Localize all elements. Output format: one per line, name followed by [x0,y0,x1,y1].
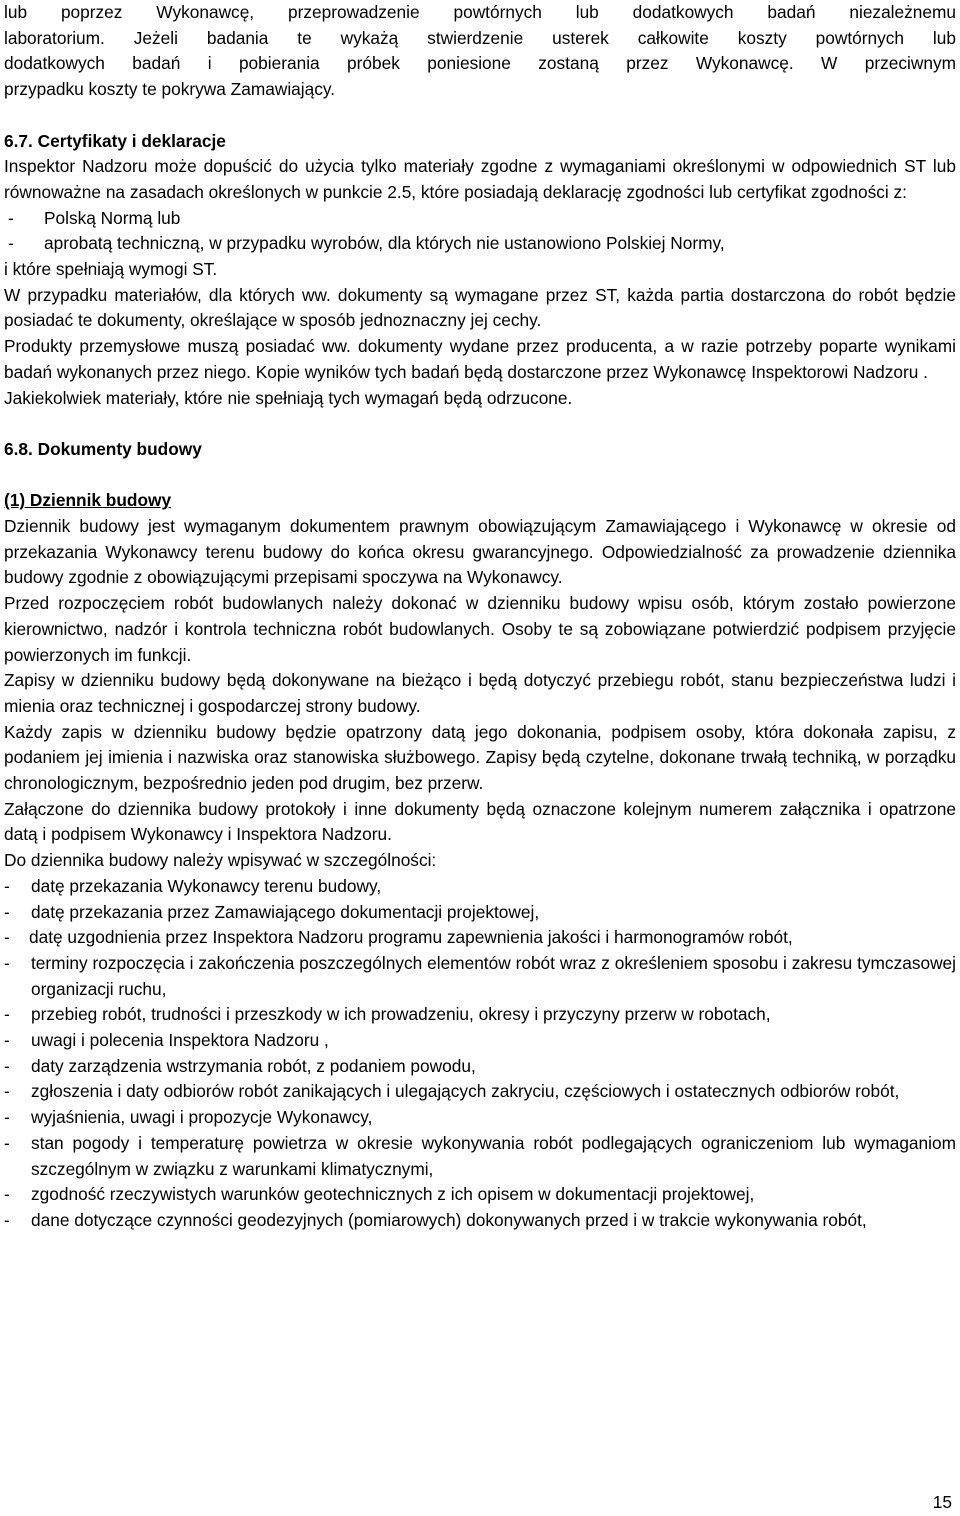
section-6-7-paragraph-4: Produkty przemysłowe muszą posiadać ww. dokumenty wydane przez producenta, a w razie potrzeby poparte wynikami badań wykonanych przez niego. Kopie wyników tych badań będą dostarczone przez Wykonawcę Inspektorowi Nadzoru . [4,336,956,382]
list-item [4,1208,956,1234]
list-item-text: terminy rozpoczęcia i zakończenia poszczególnych elementów robót wraz z określeniem sposobu i zakresu tymczasowej organizacji ruchu, [31,952,956,999]
list-dash: - [4,1081,10,1102]
list-item [4,206,956,232]
list-dash: - [4,1107,10,1128]
section-6-7-paragraph-1: Inspektor Nadzoru może dopuścić do użycia tylko materiały zgodne z wymaganiami określonymi w odpowiednich ST lub równoważne na zasadach określonych w punkcie 2.5, które posiadają deklarację zgodności lub certyfikat zgodności z: [4,156,956,202]
page-number: 15 [932,1492,952,1512]
list-dash: - [4,1030,10,1051]
list-item [4,1054,956,1080]
list-item [4,1105,956,1131]
list-dash: - [4,875,10,896]
list-dash: - [4,927,10,948]
section-6-8-paragraph-2: Przed rozpoczęciem robót budowlanych należy dokonać w dzienniku budowy wpisu osób, którym zostało powierzone kierownictwo, nadzór i kontrola techniczna robót budowlanych. Osoby te są zobowiązane potwierdzić podpisem przyjęcie powierzonych im funkcji. [4,593,956,665]
section-6-8-paragraph-4: Każdy zapis w dzienniku budowy będzie opatrzony datą jego dokonania, podpisem osoby, która dokonała zapisu, z podaniem jej imienia i nazwiska oraz stanowiska służbowego. Zapisy będą czytelne, dokonane trwałą techniką, w porządku chronologicznym, bezpośrednio jeden pod drugim, bez przerw. [4,721,956,794]
list-item-text: datę przekazania przez Zamawiającego dokumentacji projektowej, [31,901,540,922]
section-6-8-heading: 6.8. Dokumenty budowy [4,438,202,459]
subsection-dziennik-budowy-heading: (1) Dziennik budowy [4,490,172,511]
list-dash: - [4,1004,10,1025]
section-6-7-heading: 6.7. Certyfikaty i deklaracje [4,130,226,151]
list-dash: - [4,901,10,922]
list-item [4,951,956,1002]
list-item [4,1131,956,1182]
list-item-text: Polską Normą lub [44,207,181,228]
list-dash: - [4,1210,10,1230]
list-item-text: datę przekazania Wykonawcy terenu budowy, [31,875,382,896]
list-item [4,1002,956,1028]
list-dash: - [8,233,14,254]
section-6-7-paragraph-2: i które spełniają wymogi ST. [4,259,218,280]
list-item-text: zgłoszenia i daty odbiorów robót zanikających i ulegających zakryciu, częściowych i ostatecznych odbiorów robót, [31,1081,900,1102]
list-dash: - [4,1055,10,1076]
intro-line-2: laboratorium. Jeżeli badania te wykażą stwierdzenie usterek całkowite koszty powtórnych lub [4,27,956,48]
intro-line-1: lub poprzez Wykonawcę, przeprowadzenie powtórnych lub dodatkowych badań niezależnemu [4,2,956,22]
list-item-text: daty zarządzenia wstrzymania robót, z podaniem powodu, [31,1055,476,1076]
list-item-text: datę uzgodnienia przez Inspektora Nadzoru programu zapewnienia jakości i harmonogramów robót, [28,927,793,948]
list-item [4,1182,956,1208]
section-6-8-paragraph-5: Załączone do dziennika budowy protokoły i inne dokumenty będą oznaczone kolejnym numerem załącznika i opatrzone datą i podpisem Wykonawcy i Inspektora Nadzoru. [4,798,956,845]
list-item [4,1079,956,1105]
list-dash: - [4,952,10,973]
list-item [4,900,956,926]
document-page [4,0,956,1234]
section-6-7-paragraph-3: W przypadku materiałów, dla których ww. dokumenty są wymagane przez ST, każda partia dostarczona do robót będzie posiadać te dokumenty, określające w sposób jednoznaczny jej cechy. [4,284,956,331]
list-dash: - [4,1132,10,1153]
list-item-text: aprobatą techniczną, w przypadku wyrobów, dla których nie ustanowiono Polskiej Normy, [44,233,725,254]
section-6-8-paragraph-6: Do dziennika budowy należy wpisywać w szczególności: [4,850,437,871]
list-item-wrapping [4,925,956,951]
list-item-text: stan pogody i temperaturę powietrza w okresie wykonywania robót podlegających ograniczeniom lub wymaganiom szczególnym w związku z warunkami klimatycznymi, [31,1132,956,1179]
list-item-text: wyjaśnienia, uwagi i propozycje Wykonawcy, [31,1107,373,1128]
list-item [4,874,956,900]
list-dash: - [8,207,14,228]
section-6-8-paragraph-1: Dziennik budowy jest wymaganym dokumentem prawnym obowiązującym Zamawiającego i Wykonawcę w okresie od przekazania Wykonawcy terenu budowy do końca okresu gwarancyjnego. Odpowiedzialność za prowadzenie dziennika budowy zgodnie z obowiązującymi przepisami spoczywa na Wykonawcy. [4,516,956,588]
intro-line-3: dodatkowych badań i pobierania próbek poniesione zostaną przez Wykonawcę. W przeciwnym [4,53,956,74]
list-dash: - [4,1184,10,1205]
list-item [4,231,956,257]
section-6-8-paragraph-3: Zapisy w dzienniku budowy będą dokonywane na bieżąco i będą dotyczyć przebiegu robót, stanu bezpieczeństwa ludzi i mienia oraz technicznej i gospodarczej strony budowy. [4,670,956,716]
list-item [4,1028,956,1054]
intro-line-4: przypadku koszty te pokrywa Zamawiający. [4,79,336,100]
section-6-7-paragraph-5: Jakiekolwiek materiały, które nie spełniają tych wymagań będą odrzucone. [4,387,573,408]
list-item-text: przebieg robót, trudności i przeszkody w ich prowadzeniu, okresy i przyczyny przerw w robotach, [31,1004,771,1025]
list-item-text: dane dotyczące czynności geodezyjnych (pomiarowych) dokonywanych przed i w trakcie wykonywania robót, [31,1210,867,1230]
list-item-text: uwagi i polecenia Inspektora Nadzoru , [31,1030,329,1051]
list-item-text: zgodność rzeczywistych warunków geotechnicznych z ich opisem w dokumentacji projektowej, [31,1184,755,1205]
